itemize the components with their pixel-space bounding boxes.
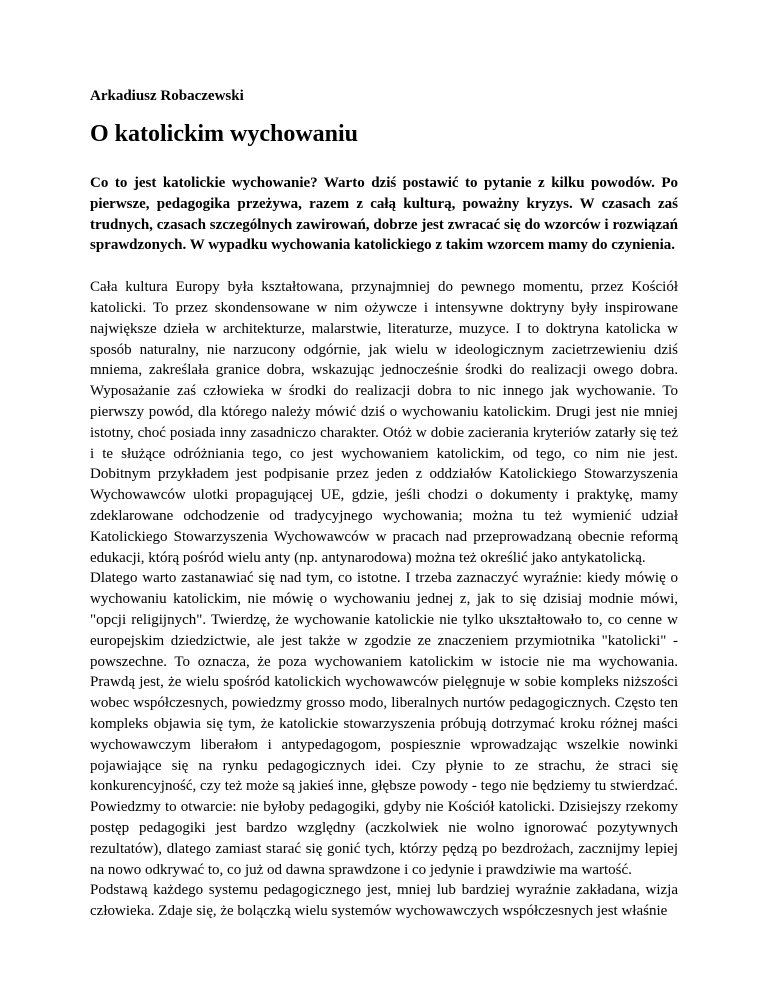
- author-name: Arkadiusz Robaczewski: [90, 88, 244, 104]
- body-paragraph-1: Cała kultura Europy była kształtowana, przynajmniej do pewnego momentu, przez Kościół katolicki. To przez skondensowane w nim ożywcze i intensywne doktryny były inspirowane największe dzieła w architekturze, malarstwie, literaturze, muzyce. I to doktryna katolicka w sposób naturalny, nie narzucony odgórnie, jak wielu w ideologicznym zacietrzewieniu dziś mniema, zakreślała granice dobra, wskazując jednocześnie środki do realizacji owego dobra. Wyposażanie zaś człowieka w środki do realizacji dobra to nic innego jak wychowanie. To pierwszy powód, dla którego należy mówić dziś o wychowaniu katolickim. Drugi jest nie mniej istotny, choć posiada inny zasadniczo charakter. Otóż w dobie zacierania kryteriów zatarły się też i te służące odróżniania tego, co jest wychowaniem katolickim, od tego, co nim nie jest. Dobitnym przykładem jest podpisanie przez jeden z oddziałów Katolickiego Stowarzyszenia Wychowawców ulotki propagującej UE, gdzie, jeśli chodzi o dokumenty i praktykę, mamy zdeklarowane odchodzenie od tradycyjnego wychowania; można tu też wymienić udział Katolickiego Stowarzyszenia Wychowawców w pracach nad przeprowadzaną obecnie reformą edukacji, którą pośród wielu anty (np. antynarodowa) można też określić jako antykatolicką.: [90, 279, 678, 566]
- body-paragraph-2: Dlatego warto zastanawiać się nad tym, co istotne. I trzeba zaznaczyć wyraźnie: kiedy mówię o wychowaniu katolickim, nie mówię o wychowaniu jednej z, jak to się dzisiaj modnie mówi, "opcji religijnych". Twierdzę, że wychowanie katolickie nie tylko ukształtowało to, co cenne w europejskim dziedzictwie, ale jest także w zgodzie ze znaczeniem przymiotnika "katolicki" - powszechne. To oznacza, że poza wychowaniem katolickim w istocie nie ma wychowania. Prawdą jest, że wielu spośród katolickich wychowawców pielęgnuje w sobie kompleks niższości wobec współczesnych, powiedzmy grosso modo, liberalnych nurtów pedagogicznych. Często ten kompleks objawia się tym, że katolickie stowarzyszenia próbują dotrzymać kroku różnej maści wychowawczym liberałom i antypedagogom, pospiesznie wprowadzając wszelkie nowinki pojawiające się na rynku pedagogicznych idei. Czy płynie to ze strachu, że straci się konkurencyjność, czy też może są jakieś inne, głębsze powody - tego nie będziemy tu stwierdzać. Powiedzmy to otwarcie: nie byłoby pedagogiki, gdyby nie Kościół katolicki. Dzisiejszy rzekomy postęp pedagogiki jest bardzo względny (aczkolwiek nie wolno ignorować pozytywnych rezultatów), dlatego zamiast starać się gonić tych, którzy pędzą po bezdrożach, zacznijmy lepiej na nowo odkrywać to, co już od dawna sprawdzone i co jedynie i prawdziwie ma wartość.: [90, 570, 678, 878]
- document-title: O katolickim wychowaniu: [90, 121, 359, 147]
- body-paragraph-3: Podstawą każdego systemu pedagogicznego jest, mniej lub bardziej wyraźnie zakładana, wizja człowieka. Zdaje się, że bolączką wielu systemów wychowawczych współczesnych jest właśnie: [90, 882, 678, 920]
- lead-paragraph: Co to jest katolickie wychowanie? Warto dziś postawić to pytanie z kilku powodów. Po pierwsze, pedagogika przeżywa, razem z całą kulturą, poważny kryzys. W czasach zaś trudnych, czasach szczególnych zawirowań, dobrze jest zwracać się do wzorców i rozwiązań sprawdzonych. W wypadku wychowania katolickiego z takim wzorcem mamy do czynienia.: [90, 175, 678, 254]
- document-page: [90, 86, 678, 922]
